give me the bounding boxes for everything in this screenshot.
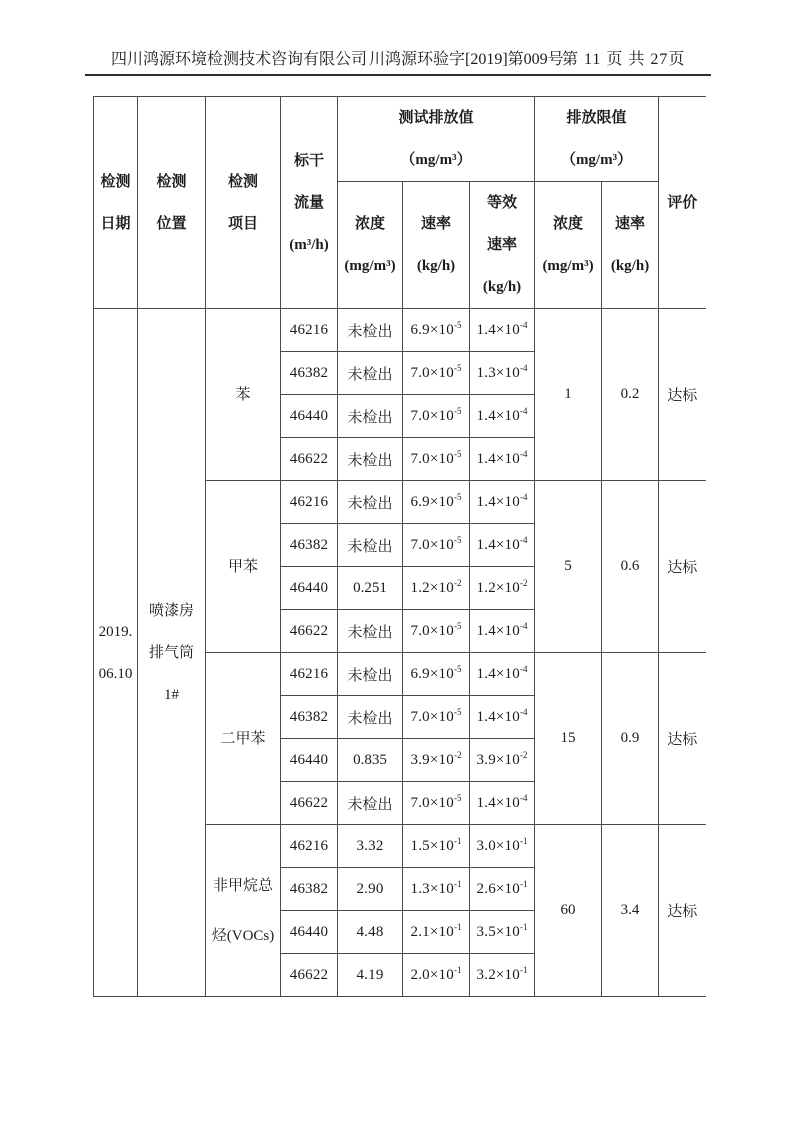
rate-cell: $7.0\times 10^{-5}$	[403, 395, 470, 438]
rate-cell: $6.9\times 10^{-5}$	[403, 481, 470, 524]
equivalent-rate-cell: $3.5\times 10^{-1}$	[470, 911, 535, 954]
limit-rate-cell: 0.2	[602, 309, 659, 481]
rate-cell: $2.0\times 10^{-1}$	[403, 954, 470, 997]
concentration-cell: 0.835	[338, 739, 403, 782]
equivalent-rate-cell: $1.4\times 10^{-4}$	[470, 610, 535, 653]
equivalent-rate-cell: $2.6\times 10^{-1}$	[470, 868, 535, 911]
concentration-cell: 未检出	[338, 524, 403, 567]
item-cell: 二甲苯	[206, 653, 281, 825]
flow-cell: 46382	[281, 696, 338, 739]
concentration-cell: 2.90	[338, 868, 403, 911]
rate-cell: $1.3\times 10^{-1}$	[403, 868, 470, 911]
equivalent-rate-cell: $1.4\times 10^{-4}$	[470, 481, 535, 524]
rate-cell: $6.9\times 10^{-5}$	[403, 653, 470, 696]
equivalent-rate-cell: $1.4\times 10^{-4}$	[470, 438, 535, 481]
flow-cell: 46440	[281, 567, 338, 610]
rate-cell: $7.0\times 10^{-5}$	[403, 782, 470, 825]
concentration-cell: 4.48	[338, 911, 403, 954]
flow-cell: 46622	[281, 782, 338, 825]
flow-cell: 46622	[281, 438, 338, 481]
rate-cell: $1.2\times 10^{-2}$	[403, 567, 470, 610]
equivalent-rate-cell: $1.4\times 10^{-4}$	[470, 782, 535, 825]
document-number: 川鸿源环验字[2019]第009号	[369, 51, 564, 68]
emission-test-table	[93, 96, 706, 997]
rate-cell: $7.0\times 10^{-5}$	[403, 352, 470, 395]
header-concentration: 浓度 (mg/m³)	[338, 182, 403, 309]
rate-cell: $6.9\times 10^{-5}$	[403, 309, 470, 352]
rate-cell: $3.9\times 10^{-2}$	[403, 739, 470, 782]
flow-cell: 46382	[281, 868, 338, 911]
limit-rate-cell: 3.4	[602, 825, 659, 997]
evaluation-cell: 达标	[659, 825, 706, 997]
flow-cell: 46216	[281, 825, 338, 868]
rate-cell: $7.0\times 10^{-5}$	[403, 696, 470, 739]
equivalent-rate-cell: $1.2\times 10^{-2}$	[470, 567, 535, 610]
table-row	[94, 309, 706, 352]
equivalent-rate-cell: $3.0\times 10^{-1}$	[470, 825, 535, 868]
header-evaluation: 评价	[659, 97, 706, 309]
flow-cell: 46216	[281, 309, 338, 352]
header-test-emission-group: 测试排放值 （mg/m³）	[338, 97, 535, 182]
concentration-cell: 未检出	[338, 653, 403, 696]
header-flow: 标干 流量 (m³/h)	[281, 97, 338, 309]
limit-concentration-cell: 1	[535, 309, 602, 481]
header-emission-limit-group: 排放限值 （mg/m³）	[535, 97, 659, 182]
rate-cell: $7.0\times 10^{-5}$	[403, 524, 470, 567]
equivalent-rate-cell: $1.4\times 10^{-4}$	[470, 653, 535, 696]
equivalent-rate-cell: $3.2\times 10^{-1}$	[470, 954, 535, 997]
concentration-cell: 未检出	[338, 696, 403, 739]
rate-cell: $2.1\times 10^{-1}$	[403, 911, 470, 954]
concentration-cell: 未检出	[338, 438, 403, 481]
rate-cell: $7.0\times 10^{-5}$	[403, 610, 470, 653]
equivalent-rate-cell: $1.4\times 10^{-4}$	[470, 524, 535, 567]
header-rate: 速率 (kg/h)	[403, 182, 470, 309]
evaluation-cell: 达标	[659, 481, 706, 653]
flow-cell: 46440	[281, 739, 338, 782]
flow-cell: 46216	[281, 481, 338, 524]
concentration-cell: 未检出	[338, 352, 403, 395]
limit-concentration-cell: 5	[535, 481, 602, 653]
date-cell: 2019. 06.10	[94, 309, 138, 997]
rate-cell: $7.0\times 10^{-5}$	[403, 438, 470, 481]
concentration-cell: 3.32	[338, 825, 403, 868]
rate-cell: $1.5\times 10^{-1}$	[403, 825, 470, 868]
equivalent-rate-cell: $1.3\times 10^{-4}$	[470, 352, 535, 395]
flow-cell: 46440	[281, 911, 338, 954]
concentration-cell: 未检出	[338, 309, 403, 352]
concentration-cell: 未检出	[338, 481, 403, 524]
flow-cell: 46382	[281, 524, 338, 567]
limit-rate-cell: 0.6	[602, 481, 659, 653]
header-limit-concentration: 浓度 (mg/m³)	[535, 182, 602, 309]
header-item: 检测 项目	[206, 97, 281, 309]
item-cell: 甲苯	[206, 481, 281, 653]
concentration-cell: 4.19	[338, 954, 403, 997]
evaluation-cell: 达标	[659, 653, 706, 825]
flow-cell: 46622	[281, 954, 338, 997]
page-number-info: 第 11 页 共 27页	[562, 51, 686, 68]
header-date: 检测 日期	[94, 97, 138, 309]
flow-cell: 46440	[281, 395, 338, 438]
company-name: 四川鸿源环境检测技术咨询有限公司	[111, 51, 368, 68]
flow-cell: 46382	[281, 352, 338, 395]
item-cell: 苯	[206, 309, 281, 481]
concentration-cell: 未检出	[338, 395, 403, 438]
equivalent-rate-cell: $1.4\times 10^{-4}$	[470, 696, 535, 739]
limit-rate-cell: 0.9	[602, 653, 659, 825]
header-limit-rate: 速率 (kg/h)	[602, 182, 659, 309]
limit-concentration-cell: 15	[535, 653, 602, 825]
concentration-cell: 未检出	[338, 610, 403, 653]
location-cell: 喷漆房 排气筒 1#	[138, 309, 206, 997]
flow-cell: 46622	[281, 610, 338, 653]
limit-concentration-cell: 60	[535, 825, 602, 997]
equivalent-rate-cell: $1.4\times 10^{-4}$	[470, 395, 535, 438]
equivalent-rate-cell: $1.4\times 10^{-4}$	[470, 309, 535, 352]
evaluation-cell: 达标	[659, 309, 706, 481]
concentration-cell: 0.251	[338, 567, 403, 610]
header-equivalent-rate: 等效 速率 (kg/h)	[470, 182, 535, 309]
flow-cell: 46216	[281, 653, 338, 696]
item-cell: 非甲烷总烃(VOCs)	[206, 825, 281, 997]
page-header	[85, 46, 711, 76]
concentration-cell: 未检出	[338, 782, 403, 825]
equivalent-rate-cell: $3.9\times 10^{-2}$	[470, 739, 535, 782]
header-location: 检测 位置	[138, 97, 206, 309]
